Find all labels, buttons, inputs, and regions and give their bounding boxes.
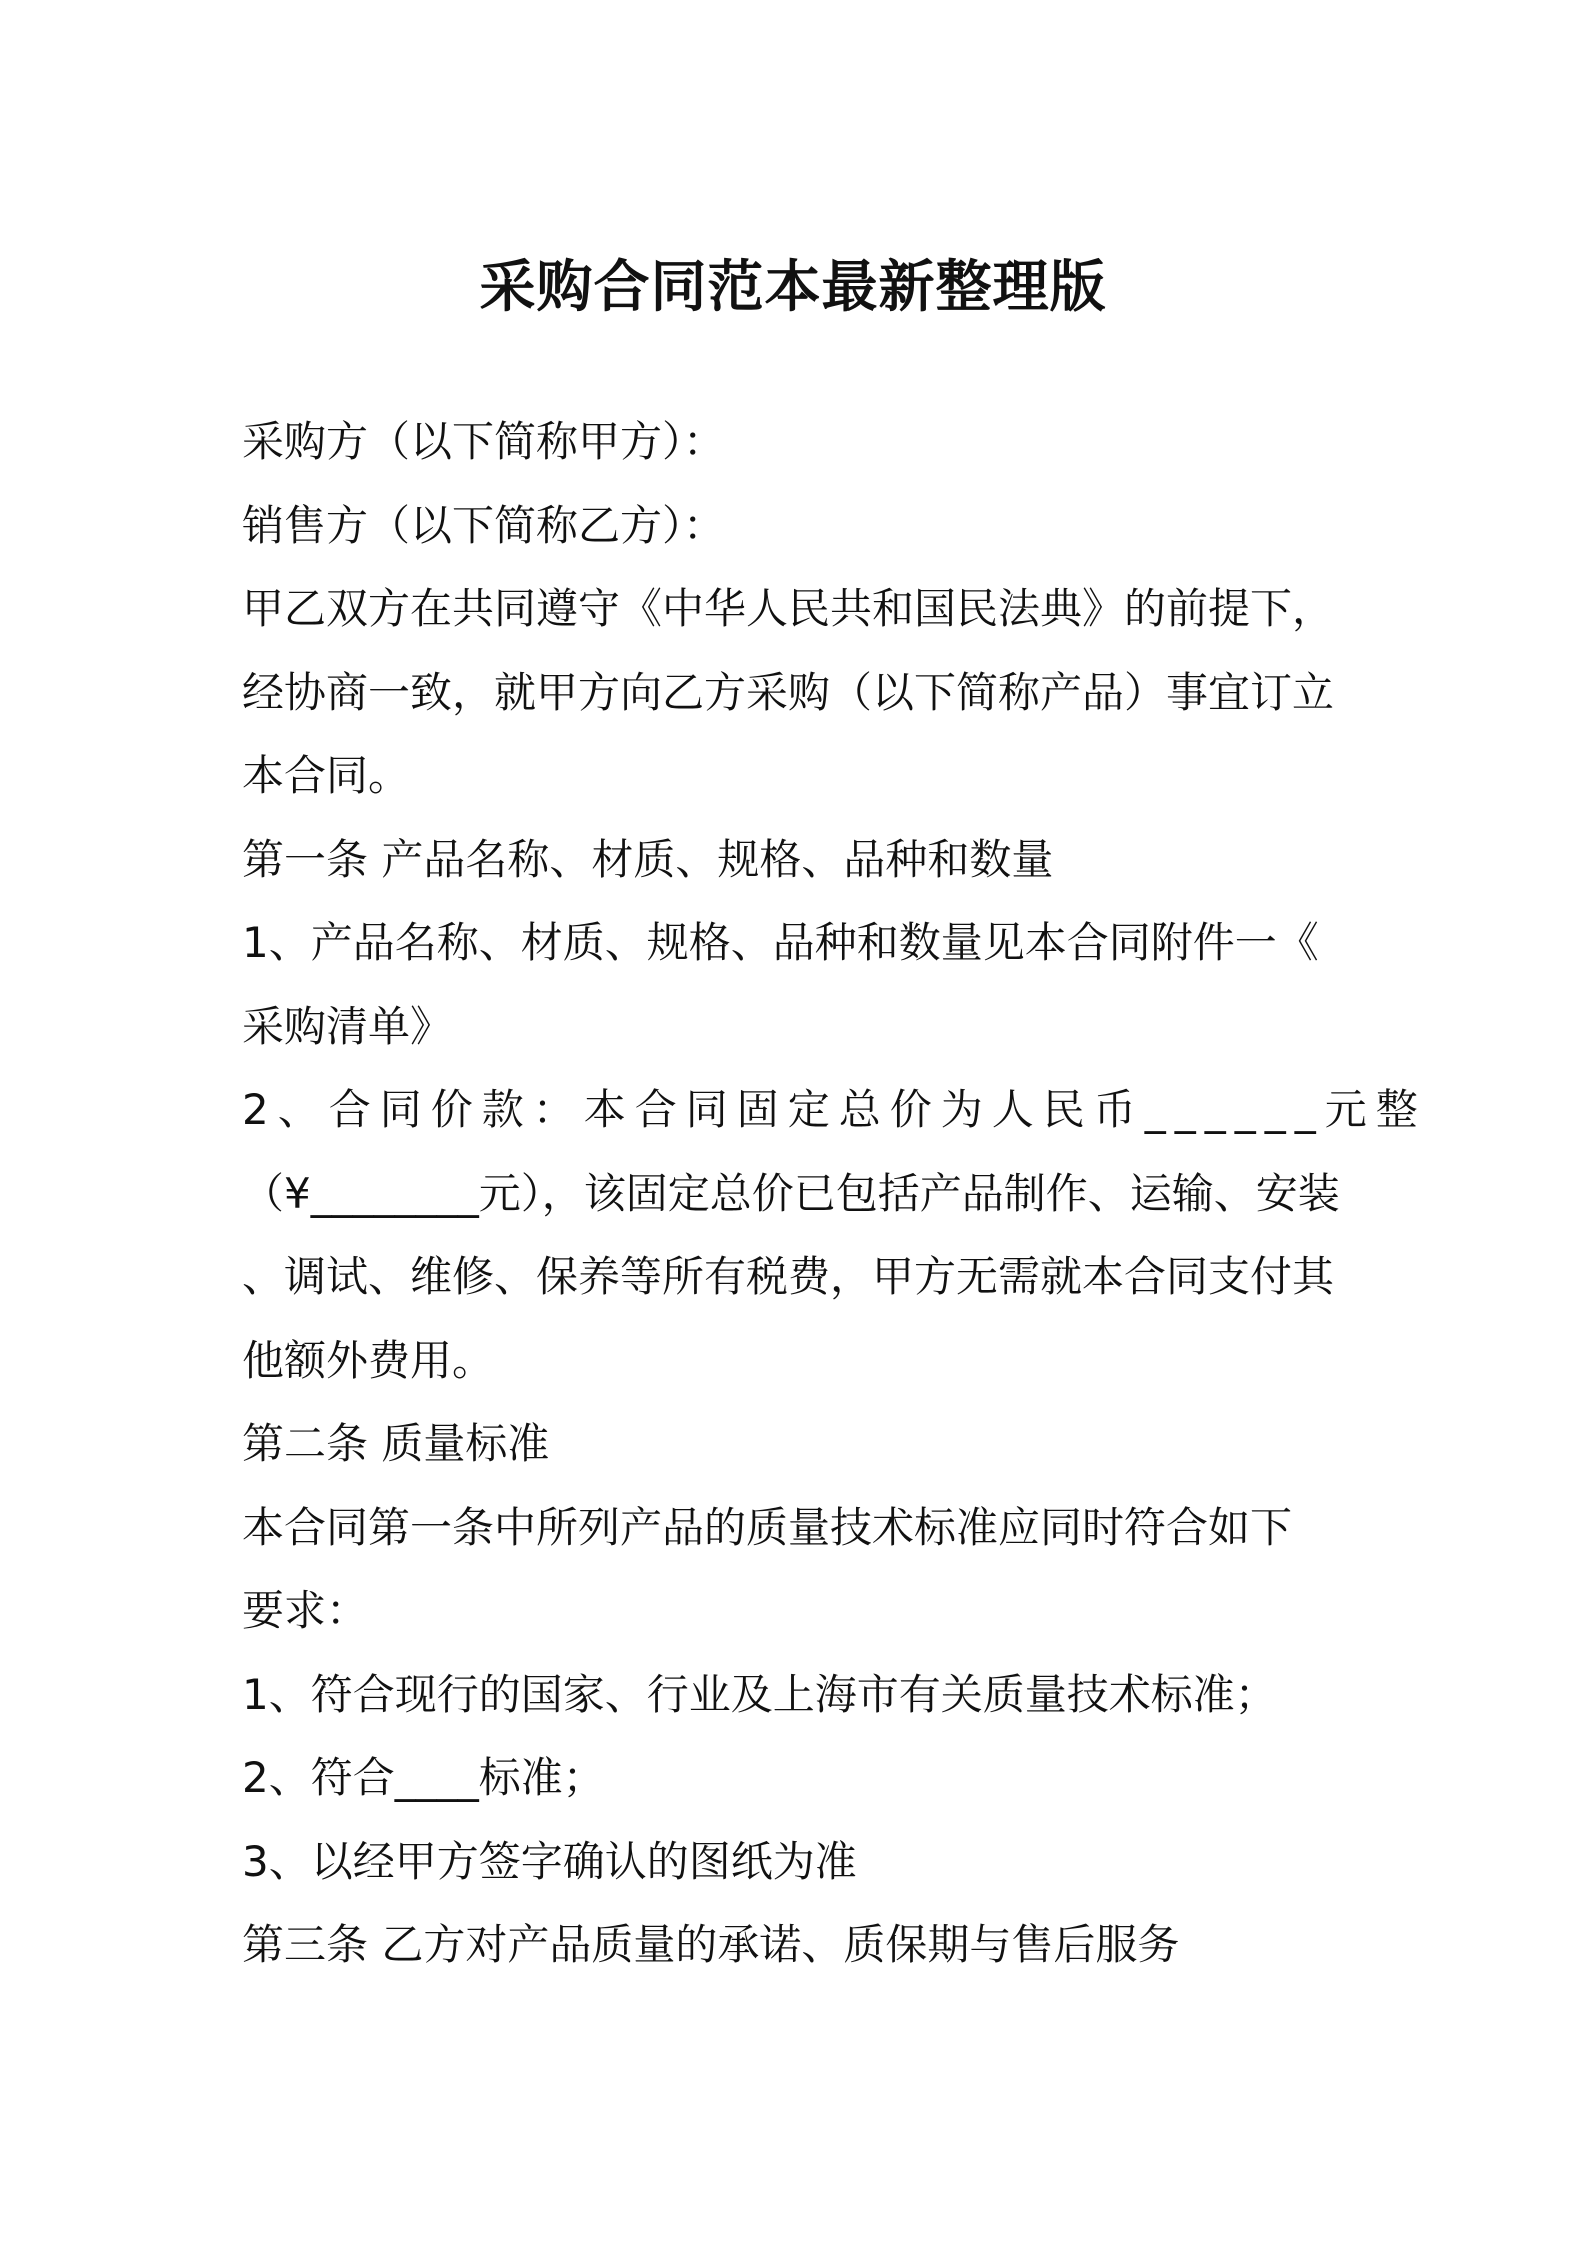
party-b-line: 销售方（以下简称乙方）：	[242, 500, 726, 550]
clause-line: 采购清单》	[242, 1001, 453, 1051]
document-body	[242, 400, 1427, 1987]
clause-line: 1、符合现行的国家、行业及上海市有关质量技术标准；	[242, 1669, 1277, 1719]
clause-line: 2、合同价款：本合同固定总价为人民币______元整	[242, 1085, 1427, 1134]
party-a-line: 采购方（以下简称甲方）：	[242, 417, 726, 466]
clause-line: （¥________元），该固定总价已包括产品制作、运输、安装	[242, 1168, 1340, 1218]
clause-line: 2、符合____标准；	[242, 1753, 605, 1802]
article-heading: 第二条 质量标准	[242, 1419, 550, 1468]
clause-line: 本合同第一条中所列产品的质量技术标准应同时符合如下	[242, 1502, 1293, 1552]
preamble-line: 甲乙双方在共同遵守《中华人民共和国民法典》的前提下，	[242, 584, 1335, 633]
clause-line: 他额外费用。	[242, 1335, 495, 1385]
clause-line: 要求：	[242, 1586, 369, 1635]
clause-line: 1、产品名称、材质、规格、品种和数量见本合同附件一《	[242, 918, 1319, 967]
clause-line: 、调试、维修、保养等所有税费，甲方无需就本合同支付其	[242, 1252, 1335, 1301]
preamble-line: 本合同。	[242, 751, 411, 800]
document-title: 采购合同范本最新整理版	[479, 255, 1107, 320]
clause-line: 3、以经甲方签字确认的图纸为准	[242, 1836, 857, 1886]
article-heading: 第三条 乙方对产品质量的承诺、质保期与售后服务	[242, 1920, 1180, 1969]
article-heading: 第一条 产品名称、材质、规格、品种和数量	[242, 834, 1054, 884]
preamble-line: 经协商一致，就甲方向乙方采购（以下简称产品）事宜订立	[242, 667, 1335, 717]
